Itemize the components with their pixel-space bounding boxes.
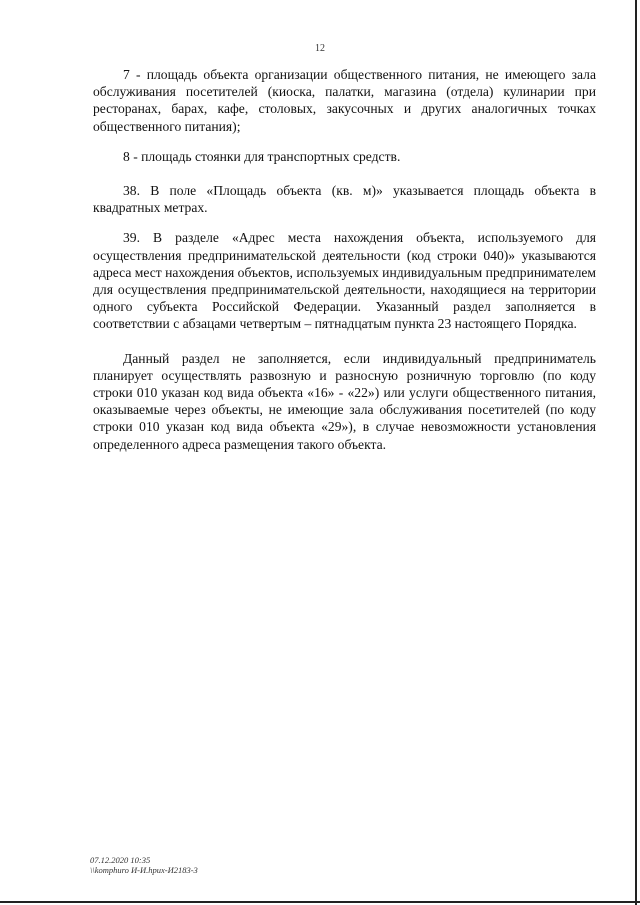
paragraph-item-7: 7 - площадь объекта организации общественного питания, не имеющего зала обслуживания посетителей (киоска, палатки, магазина (отдела) кулинарии при ресторанах, барах, кафе, столовых, закусочных и других аналогичных точках общественного питания); bbox=[93, 67, 596, 134]
footer-timestamp: 07.12.2020 10:35 bbox=[90, 855, 151, 865]
page-edge-right bbox=[635, 0, 637, 905]
page-edge-bottom bbox=[0, 901, 640, 903]
paragraph-38: 38. В поле «Площадь объекта (кв. м)» указывается площадь объекта в квадратных метрах. bbox=[93, 183, 596, 216]
document-body bbox=[93, 66, 596, 466]
page-number: 12 bbox=[315, 43, 325, 54]
paragraph-exception: Данный раздел не заполняется, если индивидуальный предприниматель планирует осуществлять развозную и разносную розничную торговлю (по коду строки 010 указан код вида объекта «16» - «22») или услуги общественного питания, оказываемые через объекты, не имеющие зала обслуживания посетителей (по коду строки 010 указан код вида объекта «29»), в случае невозможности установления определенного адреса размещения такого объекта. bbox=[93, 350, 596, 452]
paragraph-item-8: 8 - площадь стоянки для транспортных средств. bbox=[123, 148, 401, 164]
paragraph-39: 39. В разделе «Адрес места нахождения объекта, используемого для осуществления предпринимательской деятельности (код строки 040)» указываются адреса мест нахождения объектов, используемых индивидуальным предпринимателем для осуществления предпринимательской деятельности, находящиеся на территории одного субъекта Российской Федерации. Указанный раздел заполняется в соответствии с абзацами четвертым – пятнадцатым пункта 23 настоящего Порядка. bbox=[93, 230, 597, 332]
document-footer bbox=[90, 855, 198, 875]
footer-file-path: \\komphuro И-И.hpux-И2183-3 bbox=[90, 865, 198, 875]
